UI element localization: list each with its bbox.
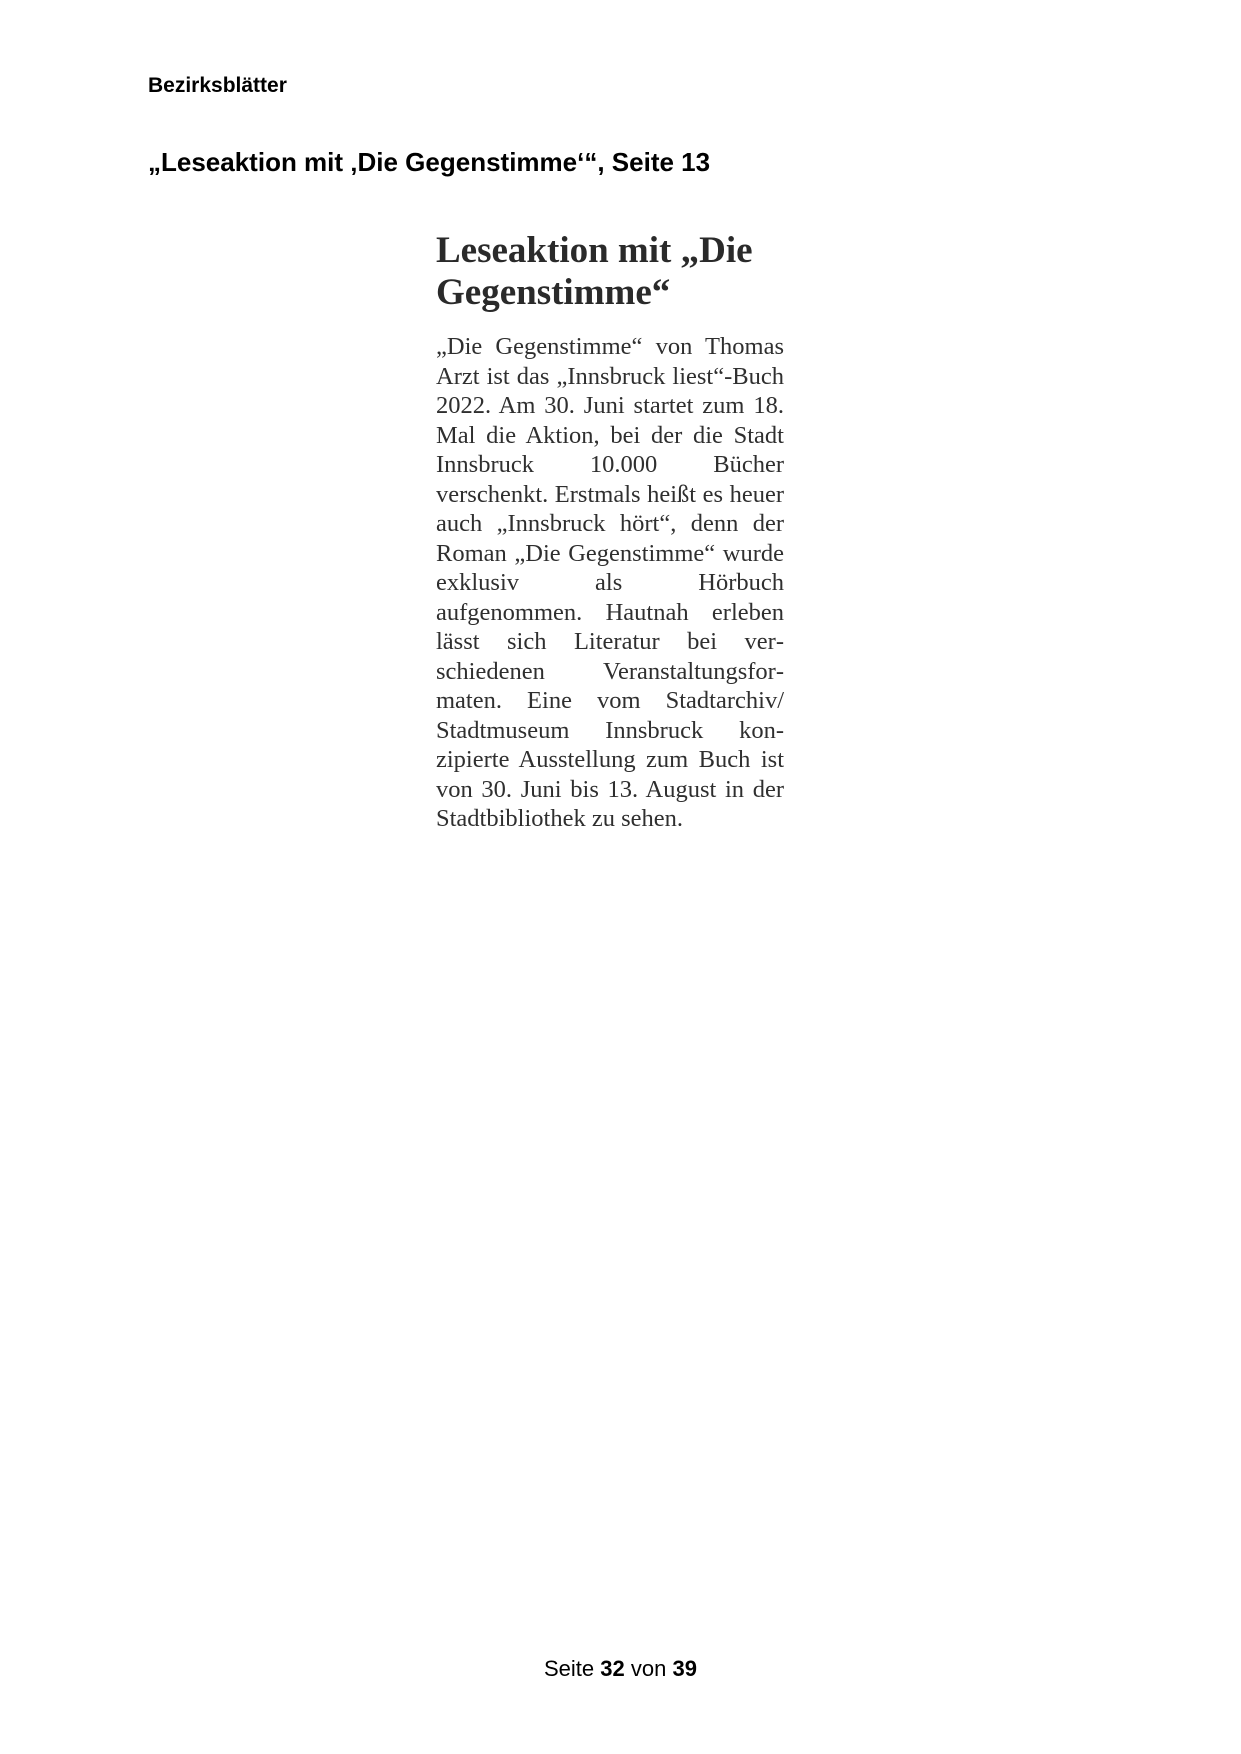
footer-separator: von	[630, 1656, 667, 1681]
article-body: „Die Gegenstimme“ von Thomas Arzt ist das „Innsbruck liest“-Buch 2022. Am 30. Juni startet zum 18. Mal die Aktion, bei der die Stadt Innsbruck 10.000 Bücher verschenkt. Erstmals heißt es heuer auch „Innsbruck hört“, denn der Roman „Die Gegenstimme“ wurde exklusiv als Hörbuch aufgenommen. Hautnah erleben lässt sich Literatur bei verschiedenen Veranstaltungsformaten. Eine vom Stadtarchiv/​Stadtmuseum Innsbruck konzipierte Ausstellung zum Buch ist von 30. Juni bis 13. August in der Stadtbibliothek zu sehen.	[436, 333, 784, 832]
total-pages-number: 39	[672, 1656, 697, 1681]
page-footer	[0, 1656, 1241, 1682]
footer-prefix: Seite	[544, 1656, 595, 1681]
publication-name: Bezirksblätter	[148, 74, 287, 97]
document-title: „Leseaktion mit ‚Die Gegenstimme‘“, Seite 13	[148, 147, 711, 177]
article-headline: Leseaktion mit „Die Gegenstimme“	[436, 230, 753, 313]
article-clipping	[436, 230, 784, 834]
current-page-number: 32	[600, 1656, 625, 1681]
